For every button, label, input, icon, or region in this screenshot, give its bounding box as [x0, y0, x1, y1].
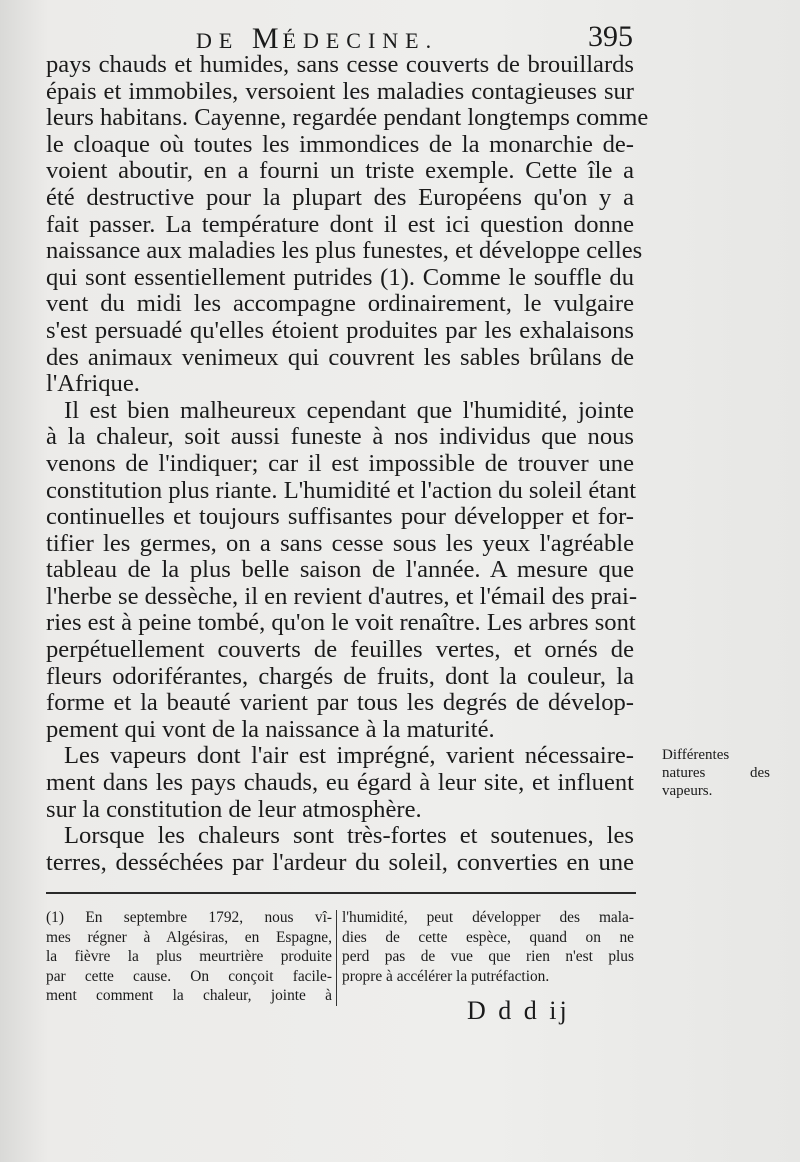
body-line: fleurs odoriférantes, chargés de fruits, dont la couleur, la — [46, 662, 634, 690]
footnote-line: par cette cause. On conçoit facile- — [46, 967, 332, 985]
footnote-line: propre à accélérer la putréfaction. — [342, 967, 550, 985]
body-line: forme et la beauté varient par tous les degrés de dévelop- — [46, 689, 634, 717]
body-line: venons de l'indiquer; car il est impossible de trouver une — [46, 449, 634, 477]
footnote-right-column — [342, 908, 634, 986]
footnote-line: mes régner à Algésiras, en Espagne, — [46, 928, 332, 946]
running-title-initial: M — [251, 22, 283, 55]
body-line: ment dans les pays chauds, eu égard à leur site, et influent — [46, 769, 634, 797]
margin-note — [662, 746, 770, 800]
footnote-rule — [46, 892, 636, 894]
running-title-prefix: DE — [196, 28, 240, 53]
body-line: terres, desséchées par l'ardeur du soleil, converties en une — [46, 848, 634, 876]
body-line: épais et immobiles, versoient les maladies contagieuses sur — [46, 77, 634, 105]
body-line: voient aboutir, en a fourni un triste exemple. Cette île a — [46, 157, 634, 185]
page-number: 395 — [588, 20, 633, 53]
body-line: Lorsque les chaleurs sont très-fortes et soutenues, les — [64, 822, 634, 850]
footnote-line: l'humidité, peut développer des mala- — [342, 909, 634, 926]
footnote-left-column — [46, 908, 332, 1006]
margin-note-line: natures des — [662, 765, 770, 781]
body-line: constitution plus riante. L'humidité et l'action du soleil étant — [46, 476, 637, 504]
body-line: continuelles et toujours suffisantes pour développer et for- — [46, 503, 634, 531]
footnote-line: dies de cette espèce, quand on ne — [342, 928, 634, 946]
body-line: perpétuellement couverts de feuilles vertes, et ornés de — [46, 636, 634, 664]
signature-mark: D d d ij — [467, 996, 570, 1025]
footnotes — [46, 908, 638, 1008]
body-line: fait passer. La température dont il est ici question donne — [46, 210, 634, 238]
body-line: l'Afrique. — [46, 370, 140, 398]
body-line: le cloaque où toutes les immondices de la monarchie de- — [46, 130, 634, 158]
body-text — [46, 51, 649, 876]
body-line: vent du midi les accompagne ordinairement, le vulgaire — [46, 290, 634, 318]
footnote-line: la fièvre la plus meurtrière produite — [46, 948, 332, 965]
body-line: naissance aux maladies les plus funestes, et développe celles — [46, 237, 643, 265]
body-line: ries est à peine tombé, qu'on le voit renaître. Les arbres sont — [46, 609, 636, 637]
footnote-line: perd pas de vue que rien n'est plus — [342, 948, 634, 965]
body-line: leurs habitans. Cayenne, regardée pendant longtemps comme — [46, 104, 649, 132]
footnote-column-divider — [336, 910, 337, 1006]
body-line: à la chaleur, soit aussi funeste à nos individus que nous — [46, 423, 634, 451]
footnote-line: ment comment la chaleur, jointe à — [46, 987, 332, 1004]
margin-note-line: Différentes — [662, 747, 730, 763]
body-line: des animaux venimeux qui couvrent les sables brûlans de — [46, 343, 634, 371]
running-title-rest: ÉDECINE. — [282, 28, 439, 53]
body-line: l'herbe se dessèche, il en revient d'autres, et l'émail des prai- — [46, 582, 638, 610]
body-line: tableau de la plus belle saison de l'année. A mesure que — [46, 556, 634, 584]
margin-note-line: vapeurs. — [662, 783, 713, 799]
body-line: Les vapeurs dont l'air est imprégné, varient nécessaire- — [64, 742, 634, 770]
body-line: s'est persuadé qu'elles étoient produites par les exhalaisons — [46, 316, 634, 344]
body-line: tifier les germes, on a sans cesse sous les yeux l'agréable — [46, 529, 634, 557]
body-line: qui sont essentiellement putrides (1). Comme le souffle du — [46, 263, 634, 291]
body-line: été destructive pour la plupart des Européens qu'on y a — [46, 183, 634, 211]
body-line: pement qui vont de la naissance à la maturité. — [46, 715, 495, 743]
body-line: pays chauds et humides, sans cesse couverts de brouillards — [46, 51, 634, 78]
footnote-line: (1) En septembre 1792, nous vî- — [46, 909, 332, 926]
body-line: Il est bien malheureux cependant que l'humidité, jointe — [64, 396, 634, 424]
body-line: sur la constitution de leur atmosphère. — [46, 795, 422, 823]
